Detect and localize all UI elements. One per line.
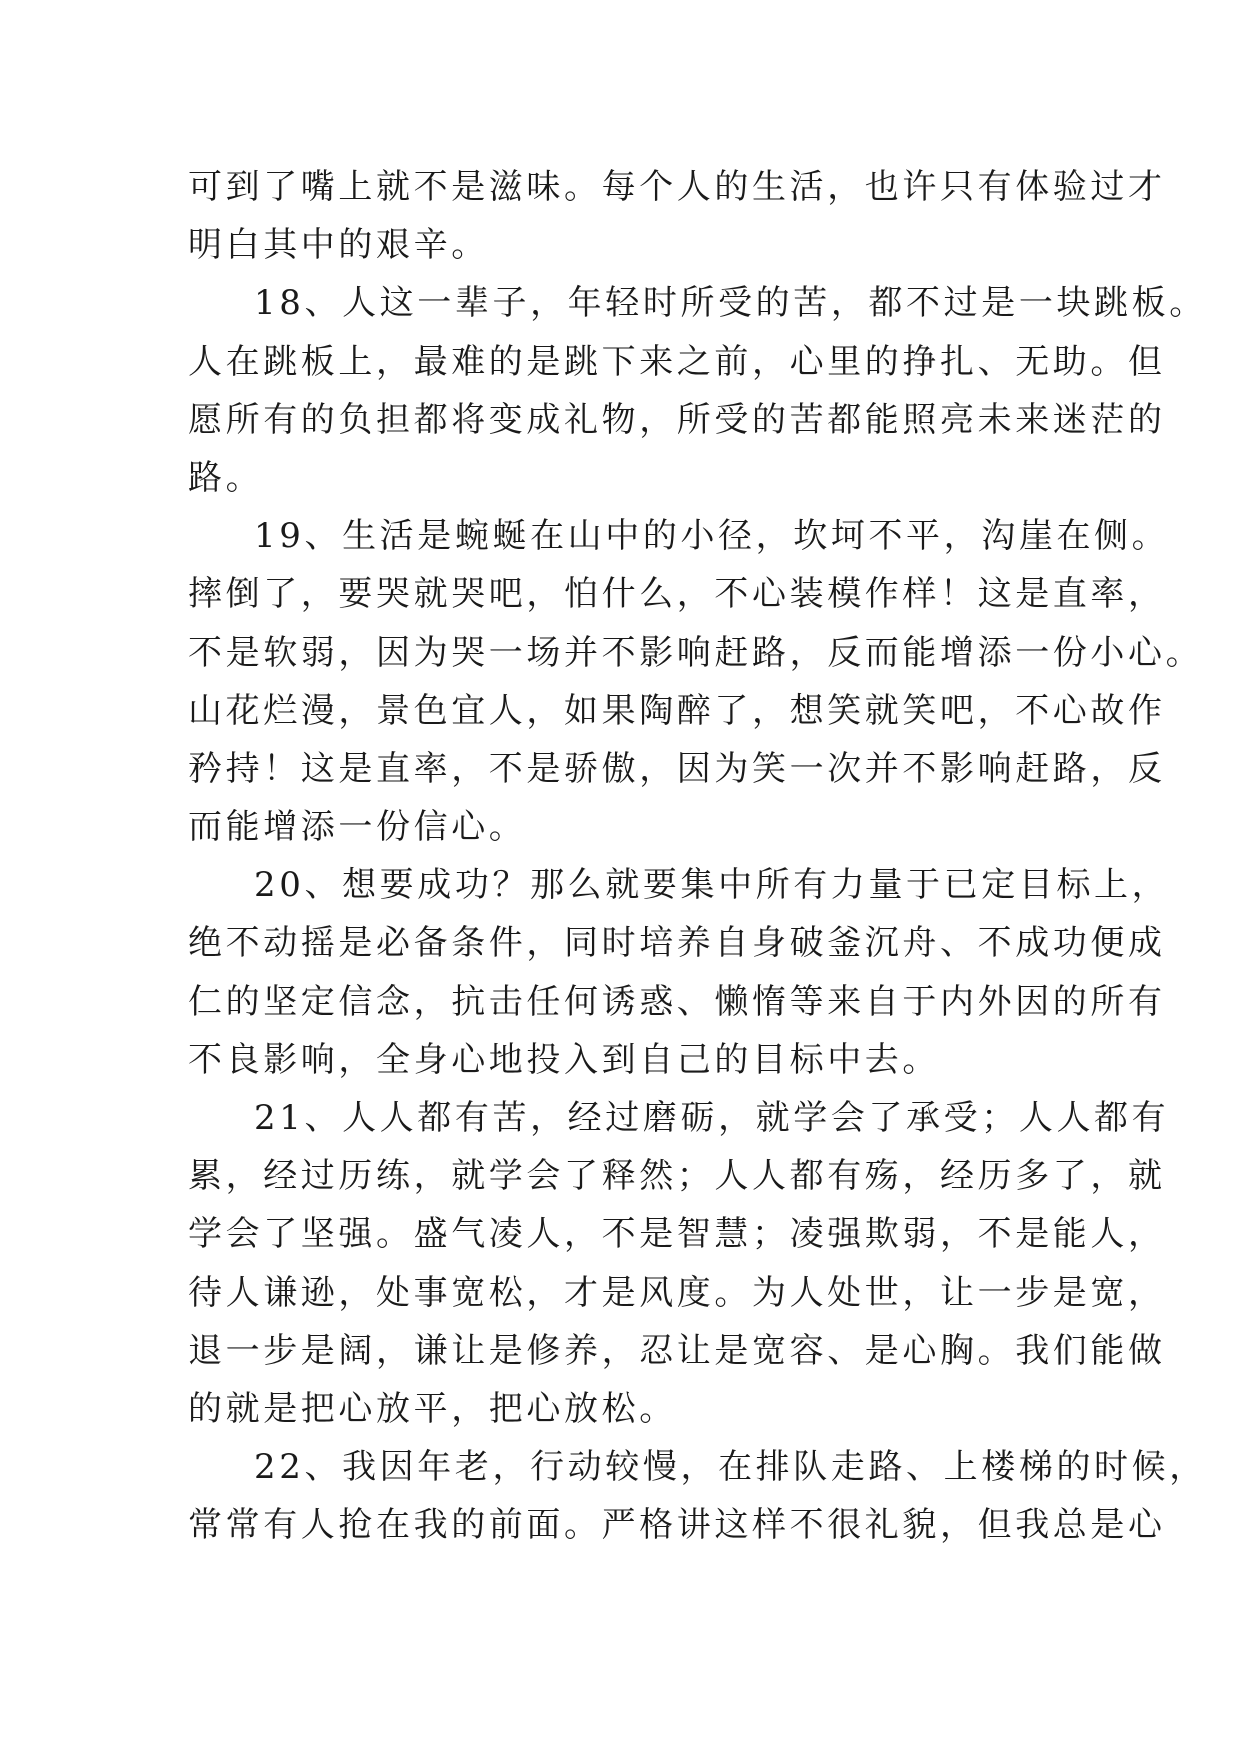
paragraph-start-line: 18、人这一辈子，年轻时所受的苦，都不过是一块跳板。 <box>254 283 1207 324</box>
text-line: 学会了坚强。盛气凌人，不是智慧；凌强欺弱，不是能人， <box>188 1214 1166 1255</box>
paragraph-start-line: 19、生活是蜿蜒在山中的小径，坎坷不平，沟崖在侧。 <box>254 516 1170 557</box>
paragraph-start-line: 21、人人都有苦，经过磨砺，就学会了承受；人人都有 <box>254 1098 1170 1138</box>
text-line: 矜持！这是直率，不是骄傲，因为笑一次并不影响赶路，反 <box>188 748 1166 789</box>
text-line: 常常有人抢在我的前面。严格讲这样不很礼貌，但我总是心 <box>188 1505 1166 1546</box>
text-line: 人在跳板上，最难的是跳下来之前，心里的挣扎、无助。但 <box>188 341 1166 382</box>
text-line: 的就是把心放平，把心放松。 <box>188 1388 677 1429</box>
text-line: 退一步是阔，谦让是修养，忍让是宽容、是心胸。我们能做 <box>188 1330 1166 1371</box>
text-line: 可到了嘴上就不是滋味。每个人的生活，也许只有体验过才 <box>188 167 1166 207</box>
text-line: 摔倒了，要哭就哭吧，怕什么，不心装模作样！这是直率， <box>188 574 1166 615</box>
text-line: 愿所有的负担都将变成礼物，所受的苦都能照亮未来迷茫的 <box>188 399 1166 440</box>
text-line: 累，经过历练，就学会了释然；人人都有殇，经历多了，就 <box>188 1156 1166 1197</box>
text-line: 而能增添一份信心。 <box>188 807 527 848</box>
paragraph-start-line: 22、我因年老，行动较慢，在排队走路、上楼梯的时候， <box>254 1447 1207 1488</box>
text-line: 仁的坚定信念，抗击任何诱惑、懒惰等来自于内外因的所有 <box>188 981 1166 1022</box>
text-line: 绝不动摇是必备条件，同时培养自身破釜沉舟、不成功便成 <box>188 923 1166 964</box>
text-line: 不良影响，全身心地投入到自己的目标中去。 <box>188 1039 940 1080</box>
text-line: 山花烂漫，景色宜人，如果陶醉了，想笑就笑吧，不心故作 <box>188 690 1166 731</box>
text-line: 路。 <box>188 457 264 498</box>
text-line: 明白其中的艰辛。 <box>188 225 489 266</box>
paragraph-start-line: 20、想要成功？那么就要集中所有力量于已定目标上， <box>254 865 1170 906</box>
document-body <box>188 158 1207 1555</box>
text-line: 不是软弱，因为哭一场并不影响赶路，反而能增添一份小心。 <box>188 632 1204 673</box>
text-line: 待人谦逊，处事宽松，才是风度。为人处世，让一步是宽， <box>188 1272 1166 1313</box>
